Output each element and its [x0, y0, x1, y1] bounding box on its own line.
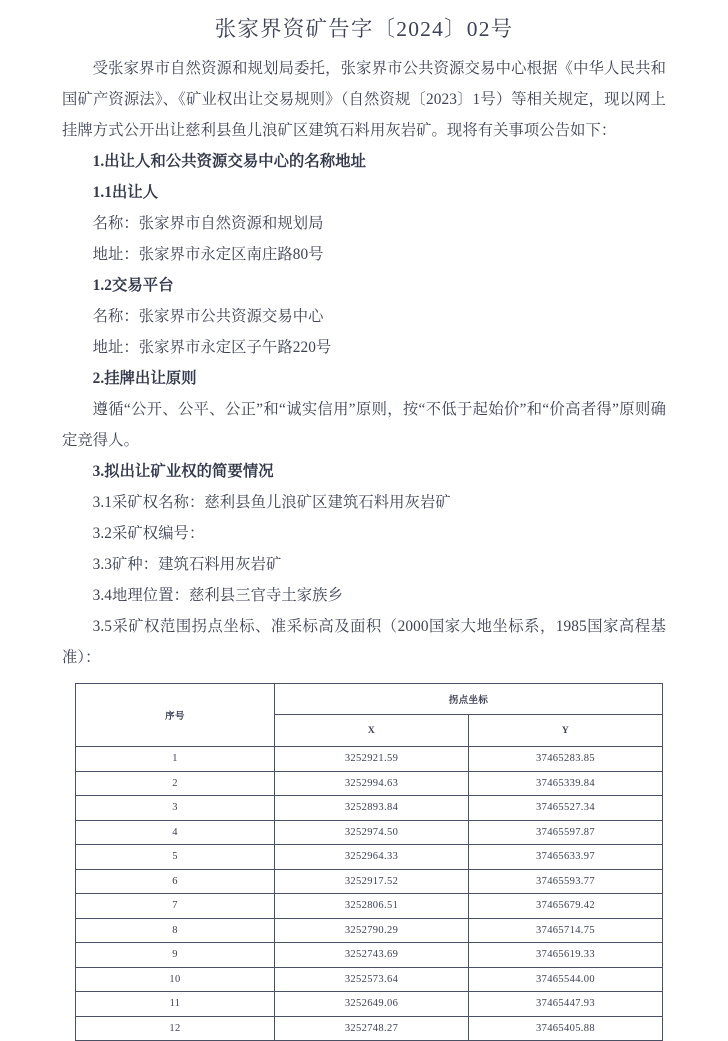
- table-row: [76, 992, 663, 1017]
- mining-right-name: 3.1采矿权名称：慈利县鱼儿浪矿区建筑石料用灰岩矿: [92, 494, 451, 511]
- section-3-heading: 3.拟出让矿业权的简要情况: [92, 463, 274, 480]
- cell-y: 37465597.87: [469, 820, 663, 845]
- cell-sequence: 11: [76, 992, 275, 1017]
- cell-sequence: 8: [76, 918, 275, 943]
- page-title: 张家界资矿告字〔2024〕02号: [214, 17, 514, 41]
- cell-sequence: 4: [76, 820, 275, 845]
- table-row: [76, 894, 663, 919]
- section-1-1-heading: 1.1出让人: [92, 184, 159, 201]
- coordinate-table-body: [76, 747, 663, 1041]
- header-y: Y: [469, 715, 663, 747]
- transferor-name: 名称：张家界市自然资源和规划局: [92, 215, 324, 232]
- cell-sequence: 5: [76, 845, 275, 870]
- cell-y: 37465339.84: [469, 771, 663, 796]
- table-row: [76, 820, 663, 845]
- cell-y: 37465679.42: [469, 894, 663, 919]
- cell-y: 37465544.00: [469, 967, 663, 992]
- intro-paragraph: 受张家界市自然资源和规划局委托，张家界市公共资源交易中心根据《中华人民共和国矿产资源法》、《矿业权出让交易规则》（自然资规〔2023〕1号）等相关规定，现以网上挂牌方式公开出让慈利县鱼儿浪矿区建筑石料用灰岩矿。现将有关事项公告如下：: [62, 60, 666, 139]
- mineral-type: 3.3矿种：建筑石料用灰岩矿: [92, 556, 282, 573]
- cell-sequence: 3: [76, 796, 275, 821]
- header-coordinate-group: 拐点坐标: [275, 684, 663, 715]
- table-header-row-1: [76, 684, 663, 715]
- cell-x: 3252790.29: [275, 918, 469, 943]
- table-row: [76, 918, 663, 943]
- cell-x: 3252649.06: [275, 992, 469, 1017]
- cell-y: 37465283.85: [469, 747, 663, 772]
- table-row: [76, 967, 663, 992]
- cell-sequence: 10: [76, 967, 275, 992]
- cell-y: 37465593.77: [469, 869, 663, 894]
- table-row: [76, 747, 663, 772]
- cell-sequence: 7: [76, 894, 275, 919]
- section-2-heading: 2.挂牌出让原则: [92, 370, 197, 387]
- cell-sequence: 6: [76, 869, 275, 894]
- transferor-address: 地址：张家界市永定区南庄路80号: [92, 246, 324, 263]
- mining-right-number: 3.2采矿权编号：: [92, 525, 205, 542]
- section-2-body: 遵循“公开、公平、公正”和“诚实信用”原则，按“不低于起始价”和“价高者得”原则确定竞得人。: [62, 401, 666, 449]
- table-row: [76, 796, 663, 821]
- header-x: X: [275, 715, 469, 747]
- cell-y: 37465447.93: [469, 992, 663, 1017]
- table-row: [76, 845, 663, 870]
- cell-sequence: 9: [76, 943, 275, 968]
- cell-x: 3252893.84: [275, 796, 469, 821]
- cell-x: 3252806.51: [275, 894, 469, 919]
- cell-x: 3252743.69: [275, 943, 469, 968]
- coordinate-table-head: [76, 684, 663, 747]
- cell-sequence: 1: [76, 747, 275, 772]
- table-row: [76, 771, 663, 796]
- table-row: [76, 1016, 663, 1041]
- coordinate-table-container: [62, 683, 666, 1041]
- cell-x: 3252748.27: [275, 1016, 469, 1041]
- cell-x: 3252921.59: [275, 747, 469, 772]
- cell-x: 3252573.64: [275, 967, 469, 992]
- table-row: [76, 943, 663, 968]
- cell-sequence: 12: [76, 1016, 275, 1041]
- platform-name: 名称：张家界市公共资源交易中心: [92, 308, 324, 325]
- cell-x: 3252917.52: [275, 869, 469, 894]
- cell-y: 37465405.88: [469, 1016, 663, 1041]
- coordinate-scope-note: 3.5采矿权范围拐点坐标、准采标高及面积（2000国家大地坐标系，1985国家高程基准）：: [62, 618, 666, 666]
- platform-address: 地址：张家界市永定区子午路220号: [92, 339, 332, 356]
- cell-x: 3252994.63: [275, 771, 469, 796]
- section-1-2-heading: 1.2交易平台: [92, 277, 174, 294]
- section-1-heading: 1.出让人和公共资源交易中心的名称地址: [92, 153, 367, 170]
- coordinate-table: [75, 683, 663, 1041]
- cell-sequence: 2: [76, 771, 275, 796]
- header-sequence: 序号: [76, 684, 275, 747]
- cell-x: 3252974.50: [275, 820, 469, 845]
- cell-y: 37465527.34: [469, 796, 663, 821]
- cell-y: 37465633.97: [469, 845, 663, 870]
- table-row: [76, 869, 663, 894]
- cell-x: 3252964.33: [275, 845, 469, 870]
- cell-y: 37465619.33: [469, 943, 663, 968]
- geographic-location: 3.4地理位置：慈利县三官寺土家族乡: [92, 587, 343, 604]
- cell-y: 37465714.75: [469, 918, 663, 943]
